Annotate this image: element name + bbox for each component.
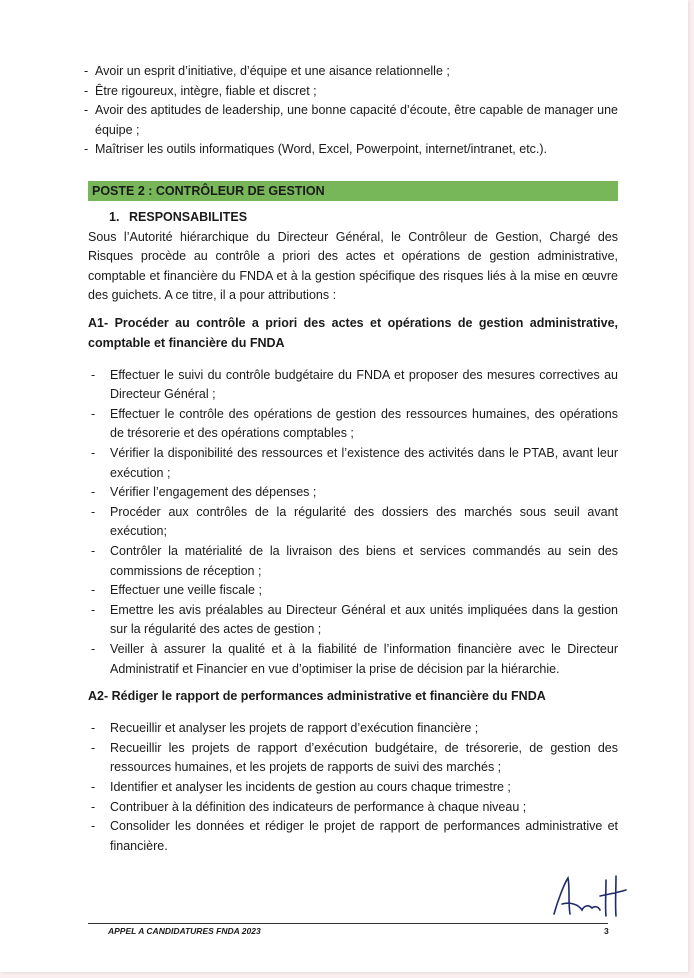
handwritten-signature — [548, 870, 628, 920]
list-item: - Recueillir et analyser les projets de rapport d’exécution financière ; — [91, 721, 479, 736]
footer-title: APPEL A CANDIDATURES FNDA 2023 — [108, 926, 261, 936]
heading-number: 1. — [109, 209, 120, 224]
page-number: 3 — [604, 926, 609, 936]
list-item: - Effectuer une veille fiscale ; — [91, 583, 262, 598]
list-item: - Avoir un esprit d’initiative, d’équipe et une aisance relationnelle ; — [84, 64, 450, 78]
list-item: - Vérifier l’engagement des dépenses ; — [91, 485, 317, 500]
responsabilites-heading — [88, 208, 618, 228]
a1-heading: A1- Procéder au contrôle a priori des actes et opérations de gestion administrative, comptable et financière du FNDA — [88, 315, 618, 350]
list-item: - Avoir des aptitudes de leadership, une bonne capacité d’écoute, être capable de manager une équipe ; — [84, 103, 618, 137]
intro-bullet-list — [84, 62, 618, 160]
list-item: - Être rigoureux, intègre, fiable et discret ; — [84, 83, 317, 98]
list-item: - Consolider les données et rédiger le projet de rapport de performances administrative et financière. — [91, 819, 618, 853]
list-item: - Contrôler la matérialité de la livraison des biens et services commandés au sein des commissions de réception ; — [91, 543, 618, 578]
list-item: - Emettre les avis préalables au Directeur Général et aux unités impliquées dans la gestion sur la régularité des actes de gestion ; — [91, 602, 618, 637]
responsabilites-paragraph: Sous l’Autorité hiérarchique du Directeur Général, le Contrôleur de Gestion, Chargé des Risques procède au contrôle a priori des actes et opérations de gestion administrative, comptable et financière du FNDA et à la gestion spécifique des risques liés à la mise en œuvre des guichets. A ce titre, il a pour attributions : — [88, 229, 618, 303]
list-item: - Vérifier la disponibilité des ressources et l’existence des activités dans le PTAB, avant leur exécution ; — [91, 446, 618, 480]
list-item: - Contribuer à la définition des indicateurs de performance à chaque niveau ; — [91, 799, 527, 814]
list-item: - Veiller à assurer la qualité et à la fiabilité de l’information financière avec le Directeur Administratif et Financier en vue d’optimiser la prise de décision par la hiérarchie. — [91, 641, 618, 676]
list-item: - Effectuer le suivi du contrôle budgétaire du FNDA et proposer des mesures correctives au Directeur Général ; — [91, 367, 618, 402]
list-item: - Recueillir les projets de rapport d’exécution budgétaire, de trésorerie, de gestion des ressources humaines, et les projets de rapports de suivi des marchés ; — [91, 740, 618, 775]
a2-heading: A2- Rédiger le rapport de performances administrative et financière du FNDA — [88, 689, 546, 704]
page-content — [84, 62, 618, 856]
section-title-poste-2: POSTE 2 : CONTRÔLEUR DE GESTION — [88, 181, 618, 201]
a2-list — [88, 719, 618, 856]
footer-divider — [88, 923, 608, 924]
list-item: - Effectuer le contrôle des opérations de gestion des ressources humaines, des opérations de trésorerie et des opérations comptables ; — [91, 406, 618, 441]
list-item: - Identifier et analyser les incidents de gestion au cours chaque trimestre ; — [91, 780, 511, 794]
list-item: - Procéder aux contrôles de la régularité des dossiers des marchés sous seuil avant exécution; — [91, 504, 618, 539]
heading-text: RESPONSABILITES — [129, 209, 248, 224]
a1-list — [88, 366, 618, 680]
list-item: - Maîtriser les outils informatiques (Word, Excel, Powerpoint, internet/intranet, etc.). — [84, 142, 548, 157]
